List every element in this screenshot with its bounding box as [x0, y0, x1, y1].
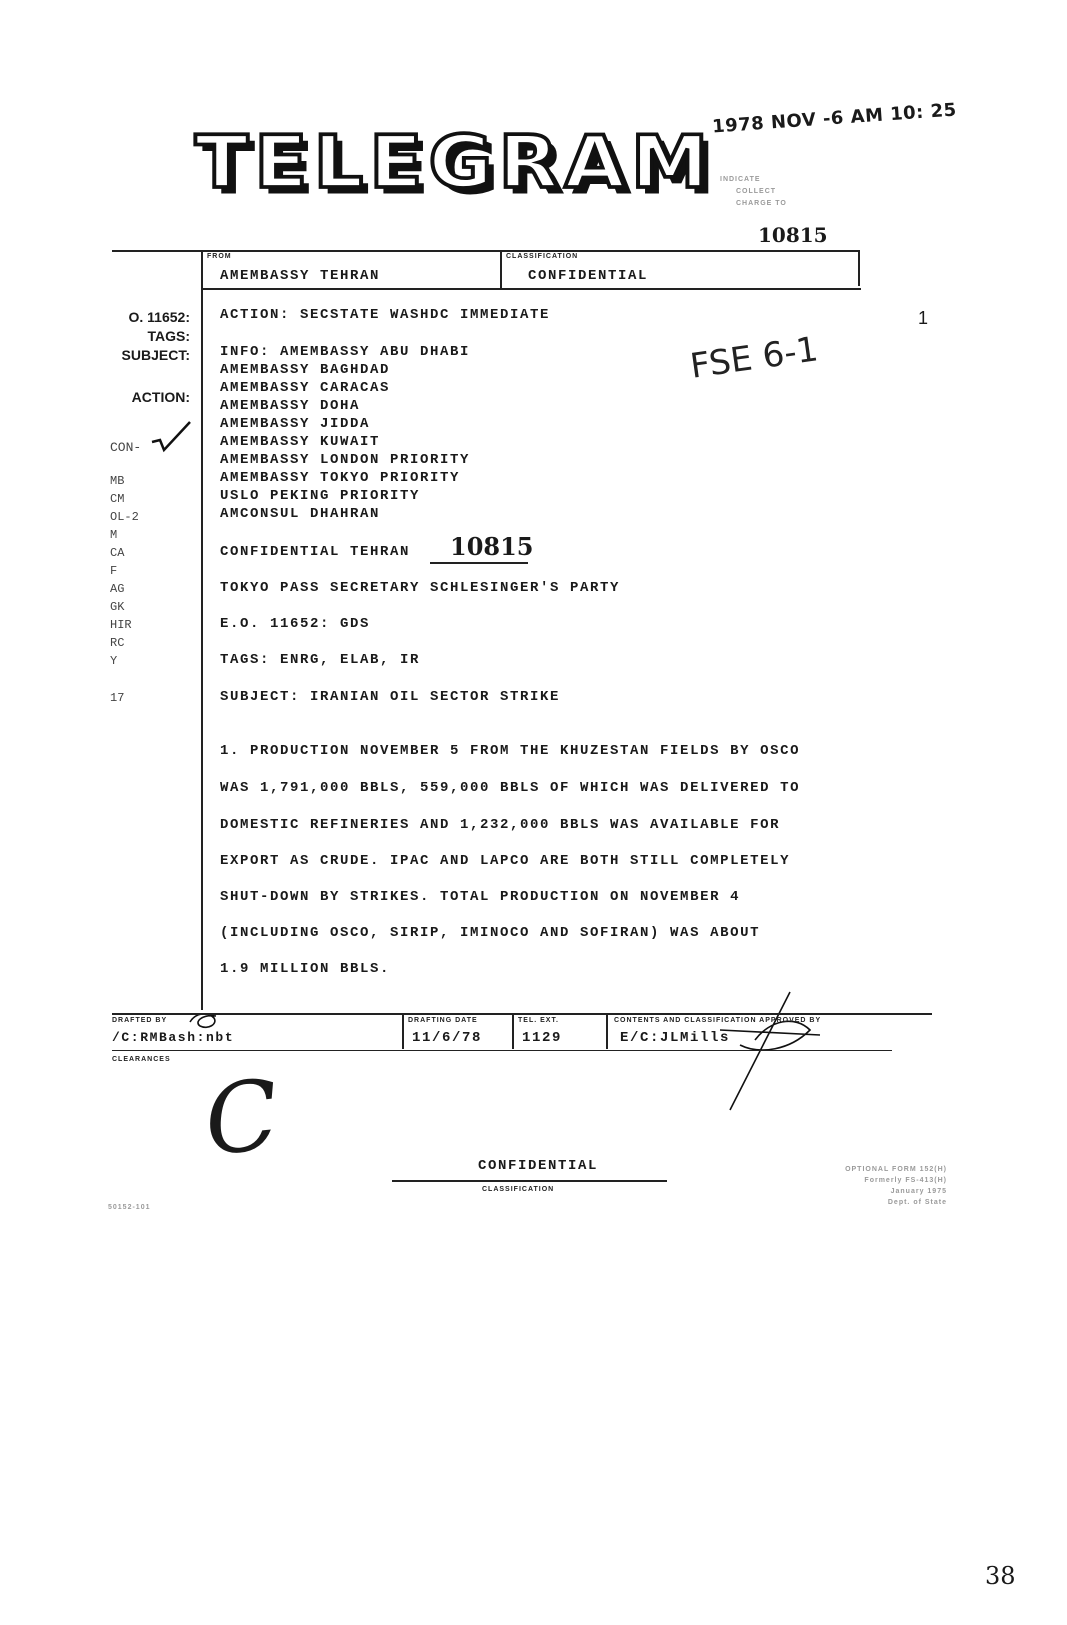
routing-ol2: OL-2 [110, 510, 139, 524]
routing-m: M [110, 528, 118, 542]
tags-line: TAGS: ENRG, ELAB, IR [220, 652, 421, 668]
drafting-date-label: DRAFTING DATE [408, 1017, 478, 1024]
left-column-rule [201, 250, 203, 1010]
info-line: AMEMBASSY DOHA [220, 398, 361, 414]
routing-rc: RC [110, 636, 125, 650]
info-line: AMEMBASSY CARACAS [220, 380, 391, 396]
right-edge-rule [858, 250, 860, 286]
collect-label: COLLECT [736, 188, 777, 195]
subject-label: SUBJECT: [121, 347, 190, 363]
form-line-4: Dept. of State [887, 1199, 947, 1206]
from-label: FROM [207, 253, 232, 260]
routing-hir: HIR [110, 618, 132, 632]
page-number: 38 [985, 1562, 1016, 1590]
info-line: AMCONSUL DHAHRAN [220, 506, 381, 522]
copies-count: 17 [110, 691, 125, 705]
confidential-ref: CONFIDENTIAL TEHRAN [220, 544, 411, 560]
clearances-label: CLEARANCES [112, 1056, 171, 1063]
handwritten-initial: C [199, 1058, 285, 1178]
action-label: ACTION: [131, 389, 190, 405]
info-line: AMEMBASSY BAGHDAD [220, 362, 391, 378]
info-line: USLO PEKING PRIORITY [220, 488, 421, 504]
telegram-title: TELEGRAM [195, 121, 715, 205]
tel-ext-label: TEL. EXT. [518, 1017, 559, 1024]
info-line: AMEMBASSY JIDDA [220, 416, 371, 432]
routing-gk: GK [110, 600, 125, 614]
drafted-by-label: DRAFTED BY [112, 1017, 168, 1024]
indicate-label: INDICATE [720, 176, 761, 183]
classification-value: CONFIDENTIAL [528, 268, 649, 284]
action-line: ACTION: SECSTATE WASHDC IMMEDIATE [220, 307, 551, 323]
pass-line: TOKYO PASS SECRETARY SCHLESINGER'S PARTY [220, 580, 621, 596]
routing-ca: CA [110, 546, 125, 560]
form-line-2: Formerly FS-413(H) [864, 1177, 947, 1184]
footer-bottom-rule [112, 1050, 892, 1051]
footer-divider-1 [402, 1013, 404, 1049]
from-value: AMEMBASSY TEHRAN [220, 268, 381, 284]
con-label: CON- [110, 440, 142, 455]
eo-line: E.O. 11652: GDS [220, 616, 371, 632]
signature-scribble-icon [700, 990, 830, 1120]
contents-approved-value: E/C:JLMills [620, 1030, 731, 1046]
margin-mark: 1 [918, 308, 929, 328]
footer-top-rule [112, 1013, 932, 1015]
body-line: DOMESTIC REFINERIES AND 1,232,000 BBLS WAS AVAILABLE FOR [220, 817, 781, 833]
routing-y: Y [110, 654, 118, 668]
drafted-by-value: /C:RMBash:nbt [112, 1030, 235, 1045]
routing-f: F [110, 564, 118, 578]
routing-ag: AG [110, 582, 125, 596]
time-stamp: 1978 NOV -6 AM 10: 25 [711, 99, 958, 138]
tags-label: TAGS: [147, 328, 190, 344]
routing-cm: CM [110, 492, 125, 506]
body-line: WAS 1,791,000 BBLS, 559,000 BBLS OF WHICH WAS DELIVERED TO [220, 780, 801, 796]
bottom-classification-label: CLASSIFICATION [482, 1186, 555, 1193]
info-line: INFO: AMEMBASSY ABU DHABI [220, 344, 471, 360]
bottom-classification: CONFIDENTIAL [478, 1158, 599, 1174]
body-line: EXPORT AS CRUDE. IPAC AND LAPCO ARE BOTH STILL COMPLETELY [220, 853, 791, 869]
body-line: SHUT-DOWN BY STRIKES. TOTAL PRODUCTION ON NOVEMBER 4 [220, 889, 741, 905]
body-line: 1.9 MILLION BBLS. [220, 961, 391, 977]
form-line-1: OPTIONAL FORM 152(H) [845, 1166, 947, 1173]
info-line: AMEMBASSY TOKYO PRIORITY [220, 470, 461, 486]
from-row-rule [201, 288, 861, 290]
body-line: (INCLUDING OSCO, SIRIP, IMINOCO AND SOFIRAN) WAS ABOUT [220, 925, 761, 941]
telegram-number: 10815 [450, 532, 534, 561]
control-number: 10815 [758, 223, 828, 247]
form-number: 50152-101 [108, 1204, 151, 1211]
drafting-date-value: 11/6/78 [412, 1030, 483, 1046]
routing-mb: MB [110, 474, 125, 488]
footer-divider-2 [512, 1013, 514, 1049]
eo-label: O. 11652: [128, 309, 190, 325]
header-rule [112, 250, 860, 252]
info-line: AMEMBASSY LONDON PRIORITY [220, 452, 471, 468]
footer-divider-3 [606, 1013, 608, 1049]
tel-ext-value: 1129 [522, 1030, 563, 1046]
form-line-3: January 1975 [890, 1188, 947, 1195]
handwritten-note: FSE 6-1 [687, 329, 821, 387]
classification-label: CLASSIFICATION [506, 253, 579, 260]
subject-line: SUBJECT: IRANIAN OIL SECTOR STRIKE [220, 689, 561, 705]
contents-approved-label: CONTENTS AND CLASSIFICATION APPROVED BY [614, 1017, 822, 1024]
body-line: 1. PRODUCTION NOVEMBER 5 FROM THE KHUZESTAN FIELDS BY OSCO [220, 743, 801, 759]
info-line: AMEMBASSY KUWAIT [220, 434, 381, 450]
checkmark-icon [150, 420, 194, 458]
number-underline [430, 562, 528, 564]
classification-divider [500, 250, 502, 288]
charge-to-label: CHARGE TO [736, 200, 787, 207]
bottom-classification-rule [392, 1180, 667, 1182]
